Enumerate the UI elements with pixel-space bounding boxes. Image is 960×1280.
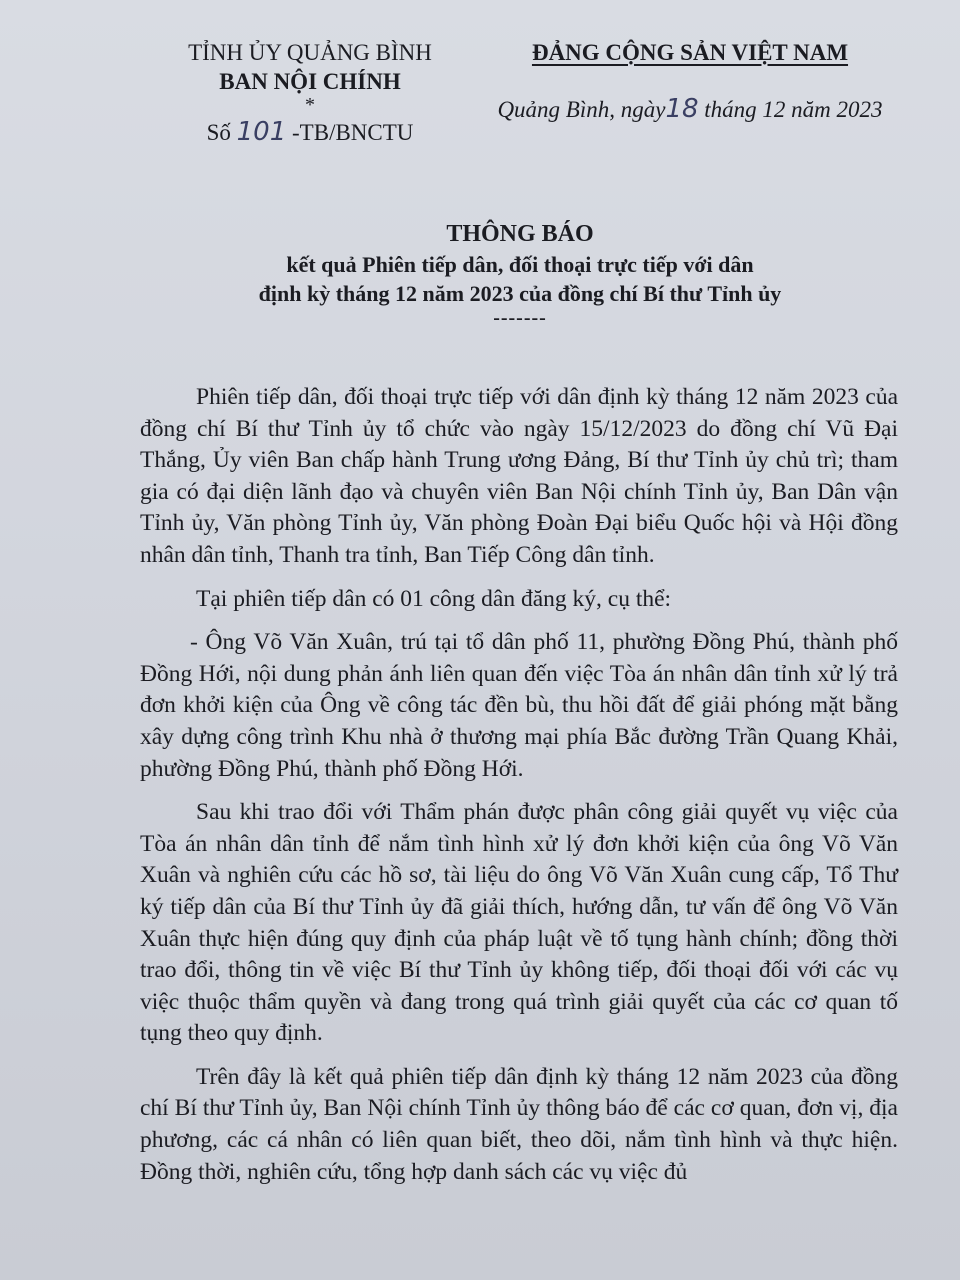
organization-name: BAN NỘI CHÍNH bbox=[219, 69, 401, 94]
paragraph: Sau khi trao đổi với Thẩm phán được phân công giải quyết vụ việc của Tòa án nhân dân tỉnh để nắm tình hình xử lý đơn khởi kiện của ông Võ Văn Xuân và nghiên cứu các hồ sơ, tài liệu do ông Võ Văn Xuân cung cấp, Tổ Thư ký tiếp dân của Bí thư Tỉnh ủy đã giải thích, hướng dẫn, tư vấn để ông Võ Văn Xuân thực hiện đúng quy định của pháp luật về tố tụng hành chính; đồng thời trao đổi, thông tin về việc Bí thư Tỉnh ủy không tiếp, đối thoại đối với các vụ việc thuộc thẩm quyền và đang trong quá trình giải quyết của các cơ quan tố tụng theo quy định. bbox=[140, 799, 898, 1047]
title-line-1: kết quả Phiên tiếp dân, đối thoại trực tiếp với dân bbox=[286, 252, 754, 277]
document-number bbox=[150, 118, 470, 147]
paragraph: Trên đây là kết quả phiên tiếp dân định kỳ tháng 12 năm 2023 của đồng chí Bí thư Tỉnh ủy, Ban Nội chính Tỉnh ủy thông báo để các cơ quan, đơn vị, địa phương, các cá nhân có liên quan biết, theo dõi, nắm tình hình và thực hiện. Đồng thời, nghiên cứu, tổng hợp danh sách các vụ việc đủ bbox=[140, 1063, 898, 1185]
issuing-authority-block bbox=[150, 38, 470, 147]
handwritten-day: 18 bbox=[665, 94, 699, 124]
document-number-suffix: -TB/BNCTU bbox=[292, 120, 414, 145]
place-date-suffix: tháng 12 năm 2023 bbox=[704, 97, 883, 122]
place-date-prefix: Quảng Bình, ngày bbox=[497, 97, 666, 122]
title-line-2: định kỳ tháng 12 năm 2023 của đồng chí Bí thư Tỉnh ủy bbox=[258, 281, 782, 306]
place-and-date bbox=[470, 94, 910, 124]
party-header-block bbox=[470, 38, 910, 124]
document-number-prefix: Số bbox=[206, 120, 231, 145]
title-heading: THÔNG BÁO bbox=[446, 221, 594, 247]
document-title bbox=[80, 218, 960, 328]
paragraph-bullet: - Ông Võ Văn Xuân, trú tại tổ dân phố 11, phường Đồng Phú, thành phố Đồng Hới, nội dung phản ánh liên quan đến việc Tòa án nhân dân tỉnh xử lý trả đơn khởi kiện của Ông về công tác đền bù, thu hồi đất để giải phóng mặt bằng xây dựng công trình Khu nhà ở thương mại phía Bắc đường Trần Quang Khải, phường Đồng Phú, thành phố Đồng Hới. bbox=[140, 629, 898, 782]
title-separator: ------- bbox=[493, 307, 547, 329]
parent-organization: TỈNH ỦY QUẢNG BÌNH bbox=[188, 40, 432, 65]
star-mark: * bbox=[305, 94, 315, 116]
document-body bbox=[140, 382, 898, 1200]
paragraph: Tại phiên tiếp dân có 01 công dân đăng ký, cụ thể: bbox=[196, 585, 672, 612]
handwritten-document-number: 101 bbox=[236, 117, 287, 147]
paragraph: Phiên tiếp dân, đối thoại trực tiếp với dân định kỳ tháng 12 năm 2023 của đồng chí Bí thư Tỉnh ủy tổ chức vào ngày 15/12/2023 do đồng chí Vũ Đại Thắng, Ủy viên Ban chấp hành Trung ương Đảng, Bí thư Tỉnh ủy chủ trì; tham gia có đại diện lãnh đạo và chuyên viên Ban Nội chính Tỉnh ủy, Ban Dân vận Tỉnh ủy, Văn phòng Tỉnh ủy, Văn phòng Đoàn Đại biểu Quốc hội và Hội đồng nhân dân tỉnh, Thanh tra tỉnh, Ban Tiếp Công dân tỉnh. bbox=[140, 384, 898, 568]
party-name: ĐẢNG CỘNG SẢN VIỆT NAM bbox=[531, 40, 849, 65]
